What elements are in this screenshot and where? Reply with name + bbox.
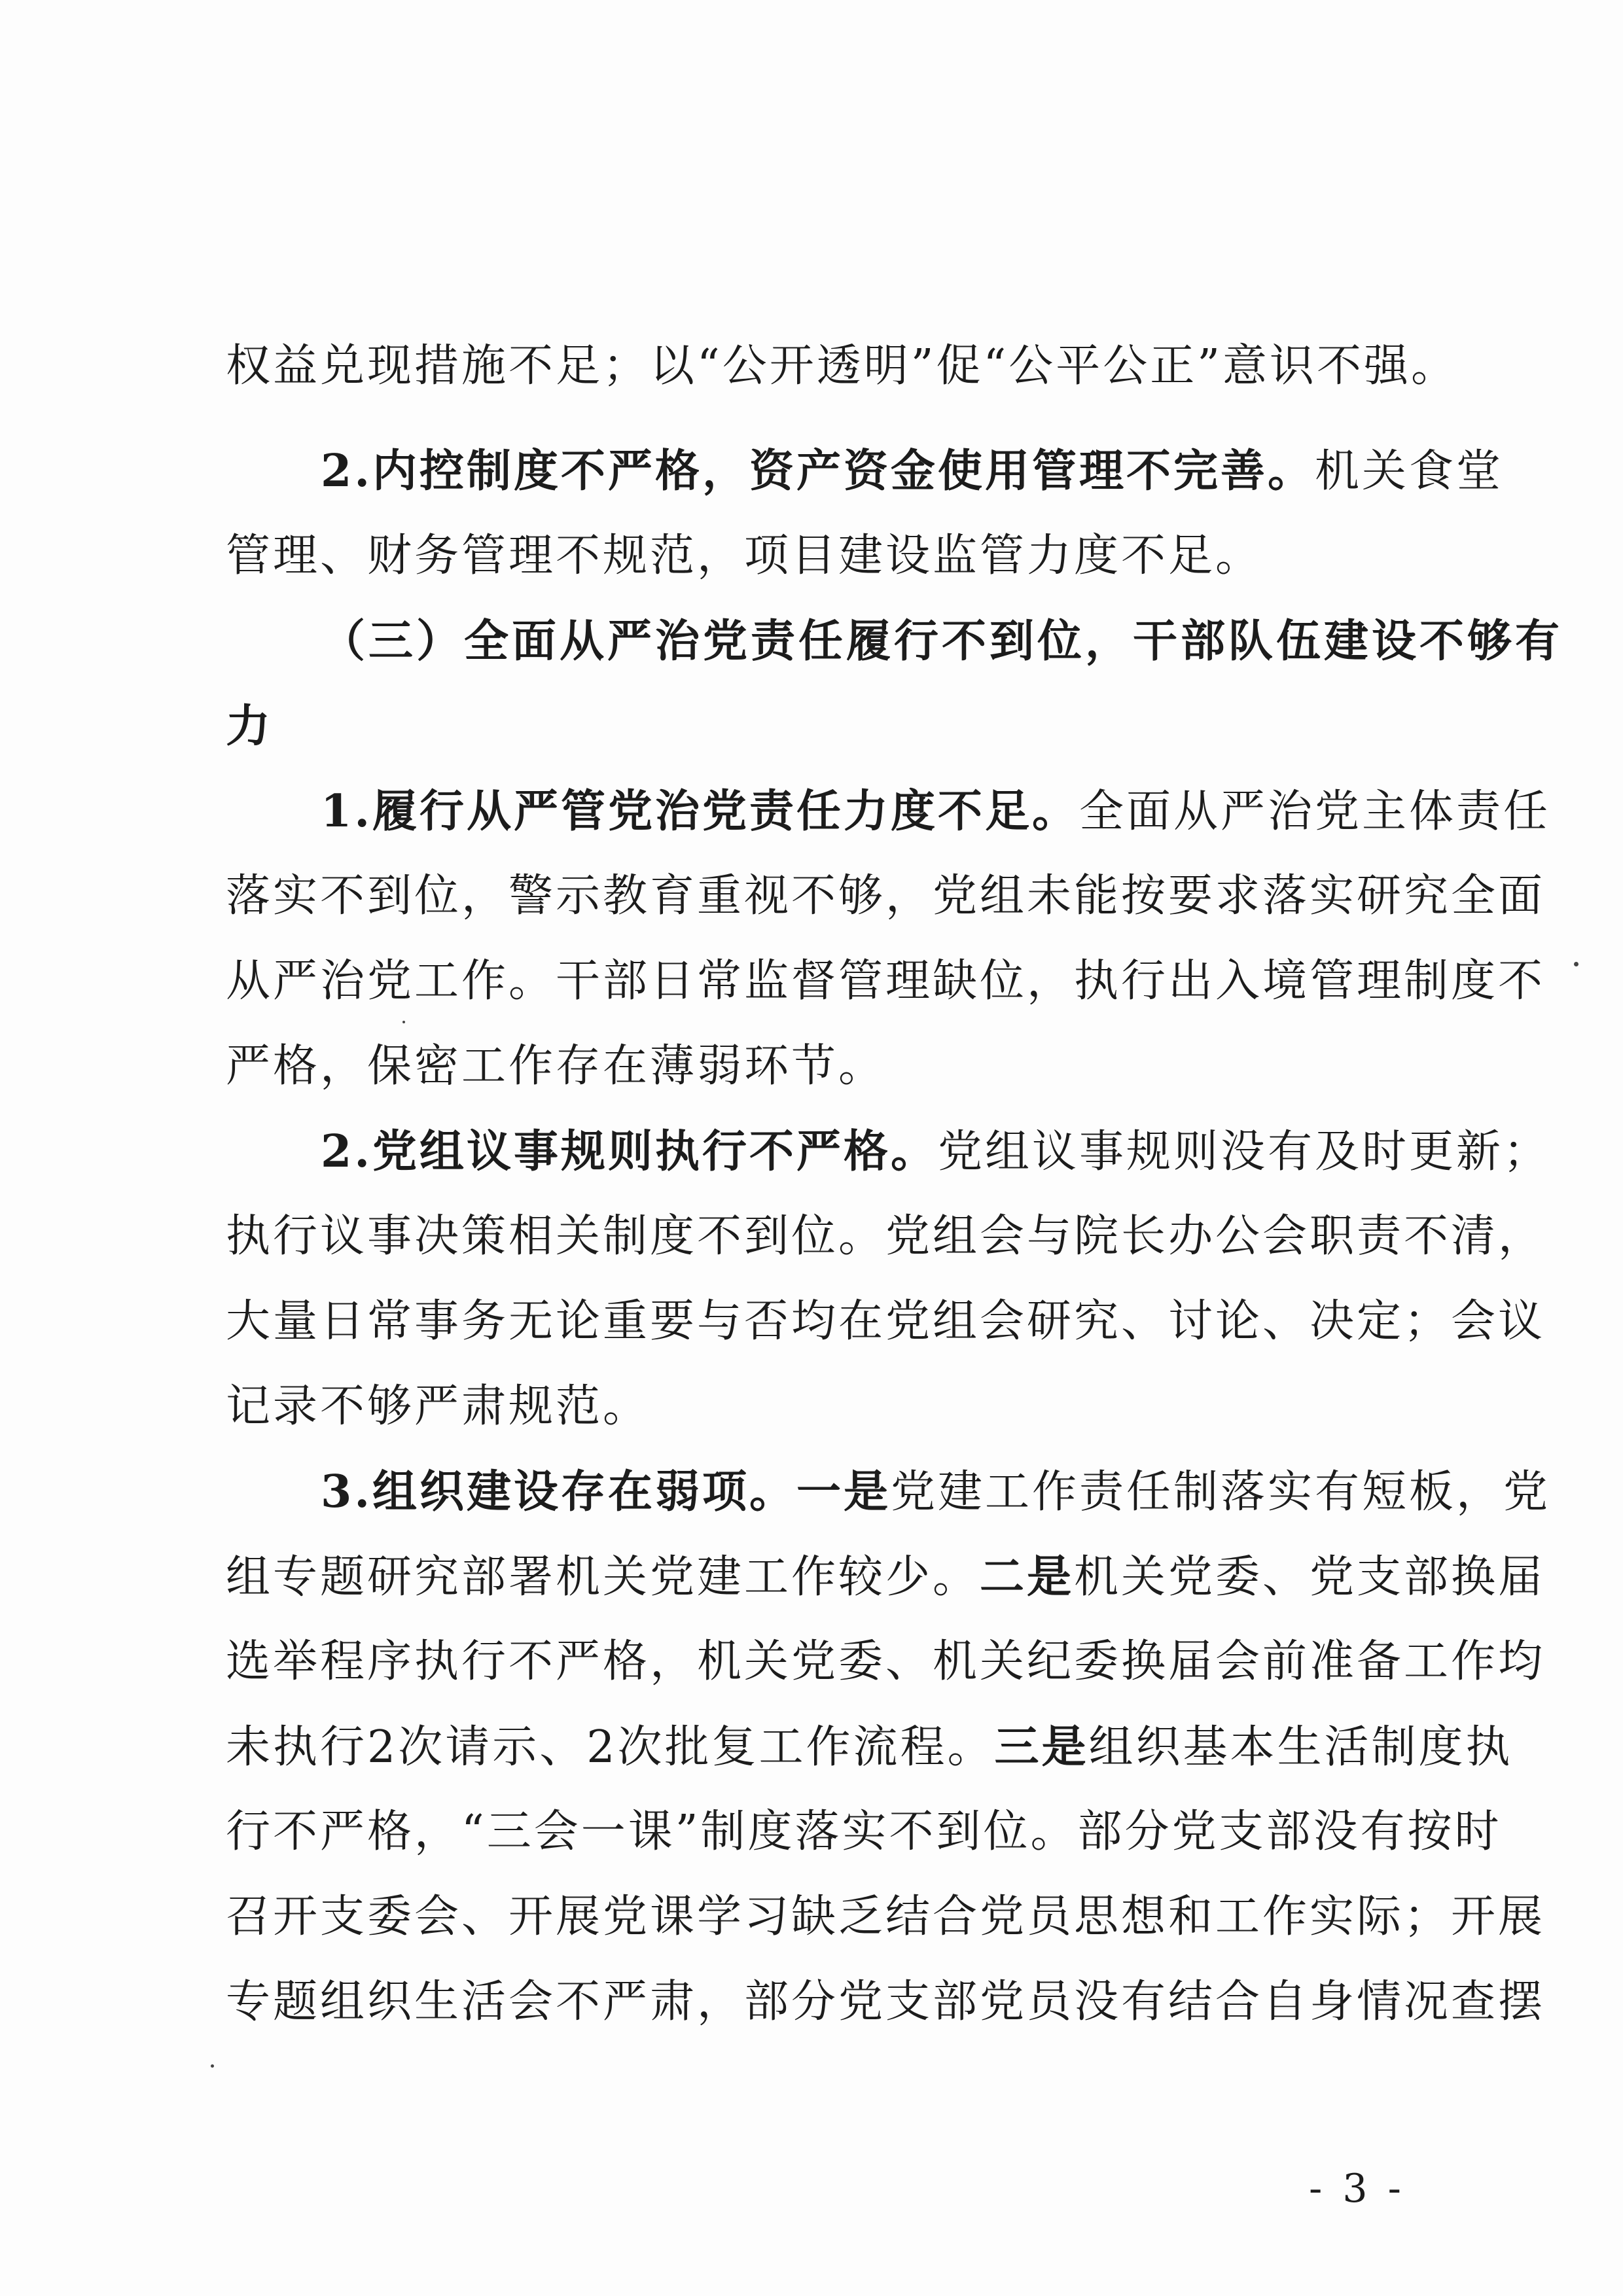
bold-text-segment: 二是 [980, 1551, 1075, 1603]
text-line [226, 1721, 1513, 1773]
text-line [226, 1891, 1546, 1943]
text-segment: 大量日常事务无论重要与否均在党组会研究、讨论、决定；会议 [226, 1296, 1546, 1347]
text-line [226, 530, 1436, 582]
scan-speck [211, 2064, 214, 2068]
text-line [226, 1636, 1546, 1688]
text-segment: 党建工作责任制落实有短板，党 [891, 1466, 1551, 1518]
text-line [226, 1976, 1546, 2028]
text-segment: 从严治党工作。干部日常监督管理缺位，执行出入境管理制度不 [226, 955, 1546, 1007]
text-segment: 未执行2次请示、2次批复工作流程。 [226, 1722, 995, 1773]
text-line [226, 1806, 1502, 1858]
text-segment: 召开支委会、开展党课学习缺乏结合党员思想和工作实际；开展 [226, 1891, 1546, 1943]
page-number: - 3 - [1309, 2166, 1405, 2212]
text-line [321, 1125, 1551, 1178]
bold-text-segment: 3.组织建设存在弱项。一是 [321, 1466, 891, 1518]
text-segment: 执行议事决策相关制度不到位。党组会与院长办公会职责不清， [226, 1210, 1546, 1262]
text-segment: 严格，保密工作存在薄弱环节。 [226, 1040, 886, 1092]
text-segment: 行不严格，“三会一课”制度落实不到位。部分党支部没有按时 [226, 1806, 1502, 1858]
scan-speck [402, 1021, 405, 1023]
bold-text-segment: 2.内控制度不严格，资产资金使用管理不完善。 [321, 445, 1315, 497]
bold-text-segment: （三）全面从严治党责任履行不到位，干部队伍建设不够有 [321, 615, 1563, 667]
text-line [226, 1551, 1546, 1603]
text-segment: 管理、财务管理不规范，项目建设监管力度不足。 [226, 530, 1263, 582]
bold-text-segment: 三是 [994, 1721, 1089, 1773]
text-line [226, 955, 1546, 1008]
bold-text-segment: 1.履行从严管党治党责任力度不足。 [321, 785, 1079, 838]
text-segment: 专题组织生活会不严肃，部分党支部党员没有结合自身情况查摆 [226, 1976, 1546, 2028]
text-segment: 机关食堂 [1315, 446, 1504, 497]
text-line [321, 445, 1504, 497]
text-line [226, 1296, 1546, 1348]
text-line [226, 340, 1459, 393]
text-line [226, 1040, 1436, 1093]
bold-text-segment: 2.党组议事规则执行不严格。 [321, 1125, 938, 1178]
section-heading-line [226, 700, 1436, 752]
text-segment: 选举程序执行不严格，机关党委、机关纪委换届会前准备工作均 [226, 1636, 1546, 1687]
text-line [321, 785, 1551, 838]
scan-speck [1574, 962, 1578, 966]
text-segment: 组织基本生活制度执 [1088, 1722, 1513, 1773]
text-segment: 党组议事规则没有及时更新； [938, 1126, 1551, 1178]
text-segment: 记录不够严肃规范。 [226, 1381, 651, 1432]
text-segment: 全面从严治党主体责任 [1079, 786, 1551, 838]
bold-text-segment: 力 [226, 700, 274, 752]
section-heading-line [321, 615, 1563, 667]
text-line [226, 870, 1546, 923]
text-line [226, 1381, 1436, 1433]
text-line [321, 1466, 1551, 1518]
text-line [226, 1210, 1546, 1263]
text-segment: 落实不到位，警示教育重视不够，党组未能按要求落实研究全面 [226, 870, 1546, 922]
text-segment: 权益兑现措施不足；以“公开透明”促“公平公正”意识不强。 [226, 340, 1459, 392]
text-segment: 机关党委、党支部换届 [1074, 1551, 1546, 1603]
text-segment: 组专题研究部署机关党建工作较少。 [226, 1551, 980, 1603]
